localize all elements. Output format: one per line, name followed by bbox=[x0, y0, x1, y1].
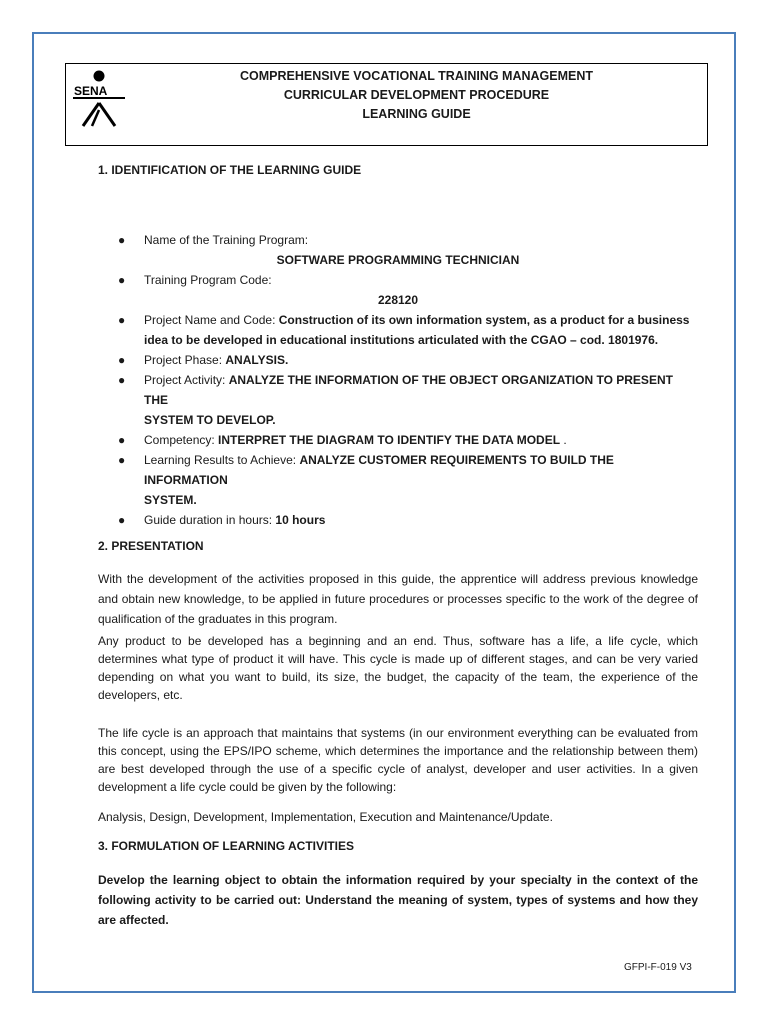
section2-heading: 2. PRESENTATION bbox=[98, 539, 204, 553]
project-value-continued: idea to be developed in educational institutions articulated with the CGAO – cod. 1801976. bbox=[144, 333, 659, 347]
bullet-icon: ● bbox=[118, 273, 126, 287]
list-item-project: ● Project Name and Code: Construction of its own information system, as a product for a business bbox=[98, 310, 698, 330]
list-item-phase: ● Project Phase: ANALYSIS. bbox=[98, 350, 698, 370]
list-item-results: ● Learning Results to Achieve: ANALYZE CUSTOMER REQUIREMENTS TO BUILD THE INFORMATION bbox=[98, 450, 698, 490]
bullet-icon: ● bbox=[118, 433, 126, 447]
footer-form-code: GFPI-F-019 V3 bbox=[624, 962, 692, 973]
header-title-line2: CURRICULAR DEVELOPMENT PROCEDURE bbox=[283, 88, 550, 102]
bullet-icon: ● bbox=[118, 353, 126, 367]
list-item-program-code: ● Training Program Code: bbox=[98, 270, 698, 290]
sena-logo bbox=[70, 68, 128, 128]
bullet-icon: ● bbox=[118, 453, 126, 467]
program-name-value: SOFTWARE PROGRAMMING TECHNICIAN bbox=[276, 253, 520, 267]
sena-logo-text: SENA bbox=[74, 84, 108, 98]
document-header bbox=[65, 63, 708, 146]
list-item-program-name: ● Name of the Training Program: bbox=[98, 230, 698, 250]
activities-paragraph: Develop the learning object to obtain the information required by your specialty in the context of the following activity to be carried out: Understand the meaning of system, types of systems and how they are affected. bbox=[98, 873, 698, 927]
bullet-icon: ● bbox=[118, 233, 126, 247]
program-code-value: 228120 bbox=[377, 293, 419, 307]
activity-value-continued: SYSTEM TO DEVELOP. bbox=[144, 413, 276, 427]
header-title-line1: COMPREHENSIVE VOCATIONAL TRAINING MANAGEMENT bbox=[239, 69, 594, 83]
identification-list bbox=[98, 230, 698, 530]
presentation-paragraph-1: With the development of the activities proposed in this guide, the apprentice will address previous knowledge and obtain new knowledge, to be applied in future procedures or processes specific to the work of the degree of qualification of the graduates in this program. bbox=[98, 572, 698, 626]
section1-heading: 1. IDENTIFICATION OF THE LEARNING GUIDE bbox=[98, 163, 362, 177]
list-item-competency: ● Competency: INTERPRET THE DIAGRAM TO IDENTIFY THE DATA MODEL . bbox=[98, 430, 698, 450]
list-item-duration: ● Guide duration in hours: 10 hours bbox=[98, 510, 698, 530]
bullet-icon: ● bbox=[118, 513, 126, 527]
section3-heading: 3. FORMULATION OF LEARNING ACTIVITIES bbox=[98, 839, 354, 853]
bullet-icon: ● bbox=[118, 313, 126, 327]
presentation-paragraph-4: Analysis, Design, Development, Implementation, Execution and Maintenance/Update. bbox=[98, 810, 553, 824]
presentation-paragraph-2: Any product to be developed has a beginning and an end. Thus, software has a life, a life cycle, which determines what type of product it will have. This cycle is made up of different stages, and can be very varied depending on what you want to build, its size, the budget, the capacity of the team, the experience of the developers, etc. bbox=[98, 634, 698, 702]
presentation-paragraph-3: The life cycle is an approach that maintains that systems (in our environment everything can be evaluated from this concept, using the EPS/IPO scheme, which determines the importance and the relationship between them) are best developed through the use of a specific cycle of analyst, developer and user activities. In a given development a life cycle could be given by the following: bbox=[98, 726, 698, 794]
results-value-continued: SYSTEM. bbox=[144, 493, 197, 507]
list-item-activity: ● Project Activity: ANALYZE THE INFORMATION OF THE OBJECT ORGANIZATION TO PRESENT THE bbox=[98, 370, 698, 410]
bullet-icon: ● bbox=[118, 373, 126, 387]
header-title-line3: LEARNING GUIDE bbox=[362, 107, 471, 121]
